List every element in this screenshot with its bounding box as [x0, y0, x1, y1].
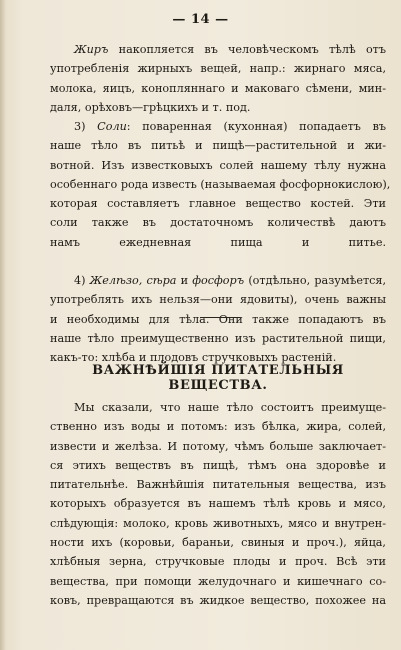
- text-line: извести и желѣза. И потому, чѣмъ больше заключает-: [50, 439, 386, 453]
- text-line: которыхъ образуется въ нашемъ тѣлѣ кровь и мясо,: [50, 497, 386, 511]
- term-salts: Соли: [97, 120, 127, 133]
- text-line: особеннаго рода известь (называемая фосфорнокислою),: [50, 177, 391, 191]
- term-sulfur: сѣра: [146, 274, 177, 287]
- section-title: ВАЖНѢЙШІЯ ПИТАТЕЛЬНЫЯ ВЕЩЕСТВА.: [92, 363, 344, 393]
- text-line: ковъ, превращаются въ жидкое вещество, похожее на: [50, 593, 386, 607]
- text-line: употребленія жирныхъ вещей, напр.: жирнаго мяса,: [50, 62, 386, 76]
- text-line: вещества, при помощи желудочнаго и кишечнаго со-: [50, 574, 386, 588]
- text-line: ности ихъ (коровьи, бараньи, свиныя и проч.), яйца,: [50, 536, 386, 550]
- text-line: питательнѣе. Важнѣйшія питательныя вещества, изъ: [50, 478, 386, 492]
- text-line: хлѣбныя зерна, стручковые плоды и проч. Всѣ эти: [50, 555, 386, 569]
- section-divider: [200, 317, 240, 318]
- term-fat: Жиръ: [74, 43, 109, 56]
- text-line: наше тѣло въ питьѣ и пищѣ—растительной и жи-: [50, 139, 386, 153]
- text-line: слѣдующія: молоко, кровь животныхъ, мясо и внутрен-: [50, 516, 386, 530]
- page-gutter-shadow: [0, 0, 6, 650]
- text-line: ственно изъ воды и потомъ: изъ бѣлка, жира, солей,: [50, 420, 386, 434]
- paragraph-fat: [50, 40, 386, 117]
- text-line: вотной. Изъ известковыхъ солей нашему тѣлу нужна: [50, 158, 386, 172]
- text-line: Жиръ накопляется въ человѣческомъ тѣлѣ отъ: [74, 43, 386, 56]
- text-line: и необходимы для тѣла. Они также попадаютъ въ: [50, 312, 386, 326]
- text-line: Мы сказали, что наше тѣло состоитъ преимуще-: [74, 401, 386, 414]
- text-line: 3) Соли: поваренная (кухонная) попадаетъ въ: [74, 120, 386, 133]
- text-line: молока, яицъ, конопляннаго и маковаго сѣмени, мин-: [50, 81, 386, 95]
- term-iron: Желѣзо,: [89, 274, 143, 287]
- text-line: намъ ежедневная пища и питье.: [50, 235, 386, 249]
- text-line: которая составляетъ главное вещество костей. Эти: [50, 197, 386, 211]
- text-line: 4) Желѣзо, сѣра и фосфоръ (отдѣльно, разумѣется,: [74, 274, 387, 287]
- text-line: употреблять ихъ нельзя—они ядовиты), очень важны: [50, 293, 386, 307]
- text-line: соли также въ достаточномъ количествѣ даютъ: [50, 216, 386, 230]
- text-line: какъ-то: хлѣба и плодовъ стручковыхъ растеній.: [50, 351, 337, 365]
- paragraph-iron: [50, 271, 386, 367]
- page-number: — 14 —: [172, 12, 229, 27]
- term-phosphorus: фосфоръ: [192, 274, 245, 287]
- text-line: даля, орѣховъ—грѣцкихъ и т. под.: [50, 100, 251, 114]
- paragraph-salts: [50, 117, 391, 252]
- text-line: наше тѣло преимущественно изъ растительной пищи,: [50, 331, 386, 345]
- text-line: ся этихъ веществъ въ пищѣ, тѣмъ она здоровѣе и: [50, 458, 386, 472]
- paragraph-nutrients: [50, 398, 386, 610]
